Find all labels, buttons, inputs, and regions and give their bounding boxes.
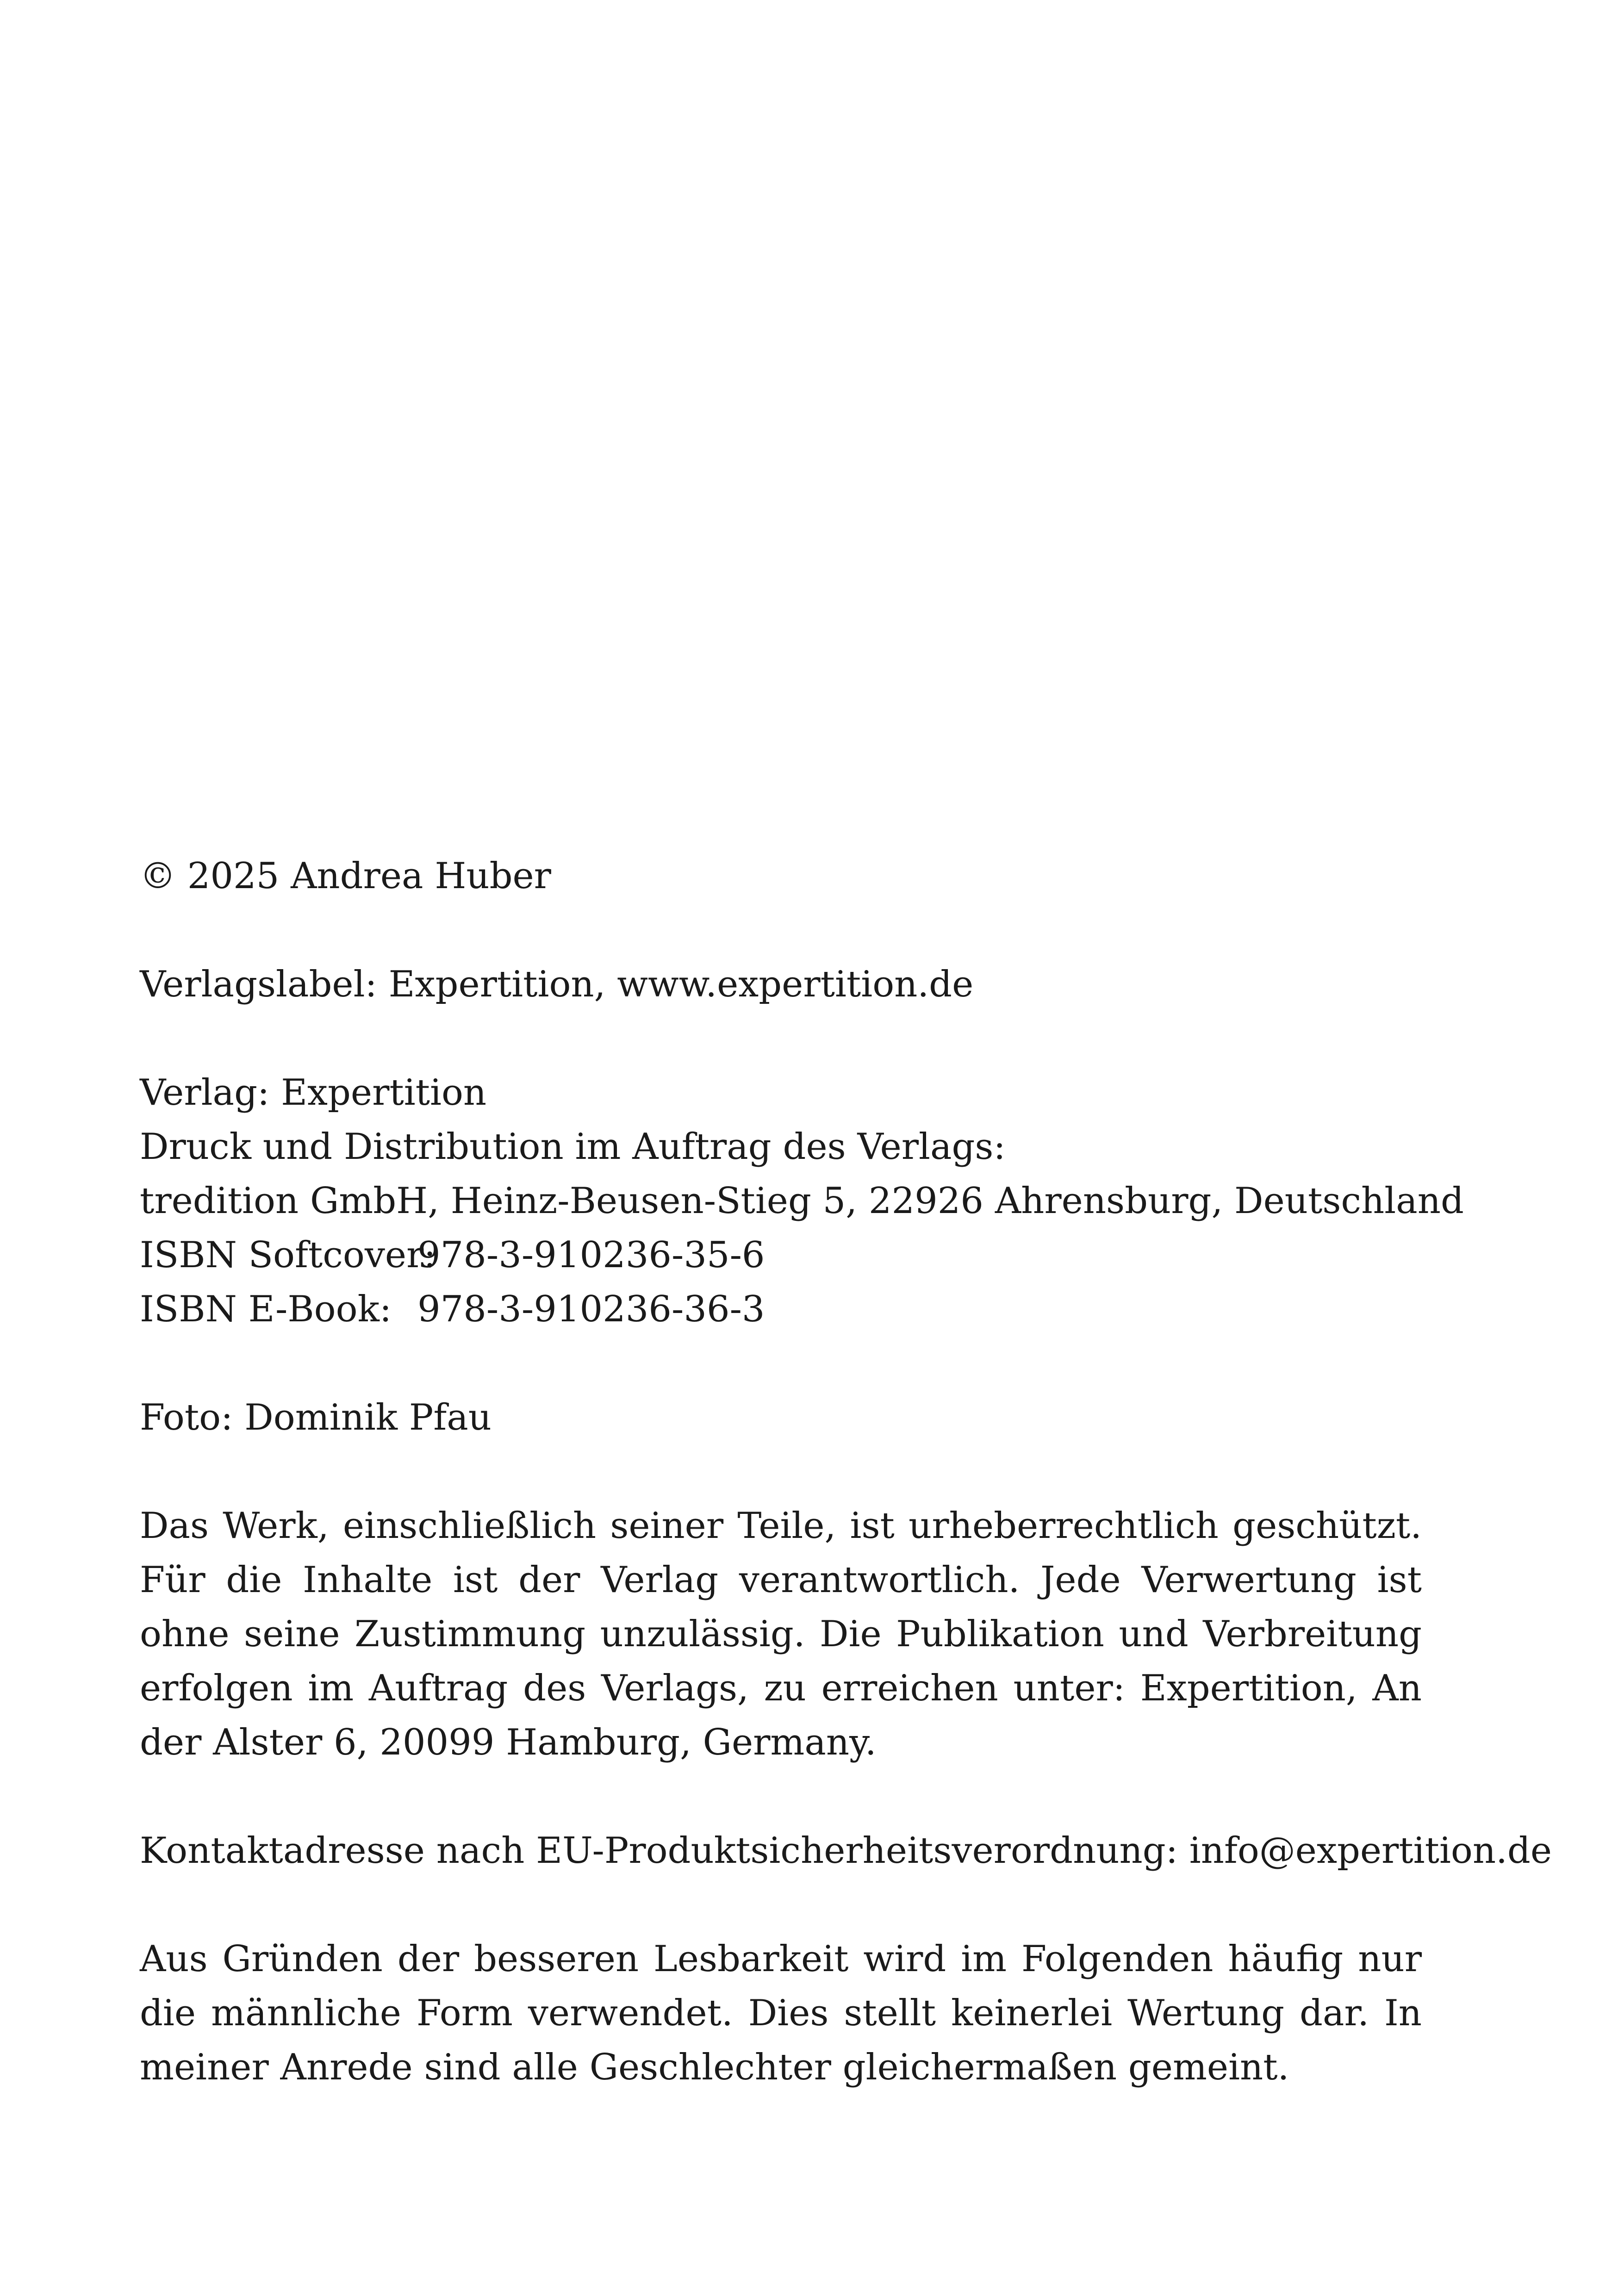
isbn-softcover-row bbox=[140, 1228, 1422, 1282]
isbn-ebook-label: ISBN E-Book: bbox=[140, 1288, 392, 1330]
isbn-softcover-label: ISBN Softcover: bbox=[140, 1234, 436, 1276]
printer-address-line: tredition GmbH, Heinz-Beusen-Stieg 5, 22926 Ahrensburg, Deutschland bbox=[140, 1180, 1464, 1222]
publisher-name-line: Verlag: Expertition bbox=[140, 1072, 487, 1114]
copyright-line: © 2025 Andrea Huber bbox=[140, 855, 551, 897]
publisher-block bbox=[140, 1066, 1464, 1337]
isbn-ebook-row bbox=[140, 1282, 1422, 1337]
contact-line: Kontaktadresse nach EU-Produktsicherheitsverordnung: info@expertition.de bbox=[140, 1830, 1552, 1872]
imprint-content bbox=[140, 849, 1552, 2149]
photo-credit-line: Foto: Dominik Pfau bbox=[140, 1397, 492, 1438]
rights-paragraph: Das Werk, einschließlich seiner Teile, ist urheberrechtlich geschützt. Für die Inhalte ist der Verlag verantwortlich. Jede Verwertung ist ohne seine Zustimmung unzulässig. Die Publikation und Verbreitung erfolgen im Auftrag des Verlags, zu erreichen unter: Expertition, An der Alster 6, 20099 Hamburg, Germany. bbox=[140, 1505, 1422, 1763]
copyright-block bbox=[140, 849, 1422, 903]
gender-note-paragraph: Aus Gründen der besseren Lesbarkeit wird im Folgenden häufig nur die männliche Form verwendet. Dies stellt keinerlei Wertung dar. In meiner Anrede sind alle Geschlechter gleichermaßen gemeint. bbox=[140, 1938, 1422, 2088]
photo-credit-block bbox=[140, 1391, 1422, 1445]
publisher-label-line: Verlagslabel: Expertition, www.expertition.de bbox=[140, 964, 974, 1005]
contact-block bbox=[140, 1824, 1552, 1878]
print-distribution-line: Druck und Distribution im Auftrag des Verlags: bbox=[140, 1126, 1006, 1168]
isbn-softcover-value: 978-3-910236-35-6 bbox=[417, 1234, 765, 1276]
publisher-label-block bbox=[140, 958, 1422, 1012]
isbn-ebook-value: 978-3-910236-36-3 bbox=[417, 1288, 765, 1330]
